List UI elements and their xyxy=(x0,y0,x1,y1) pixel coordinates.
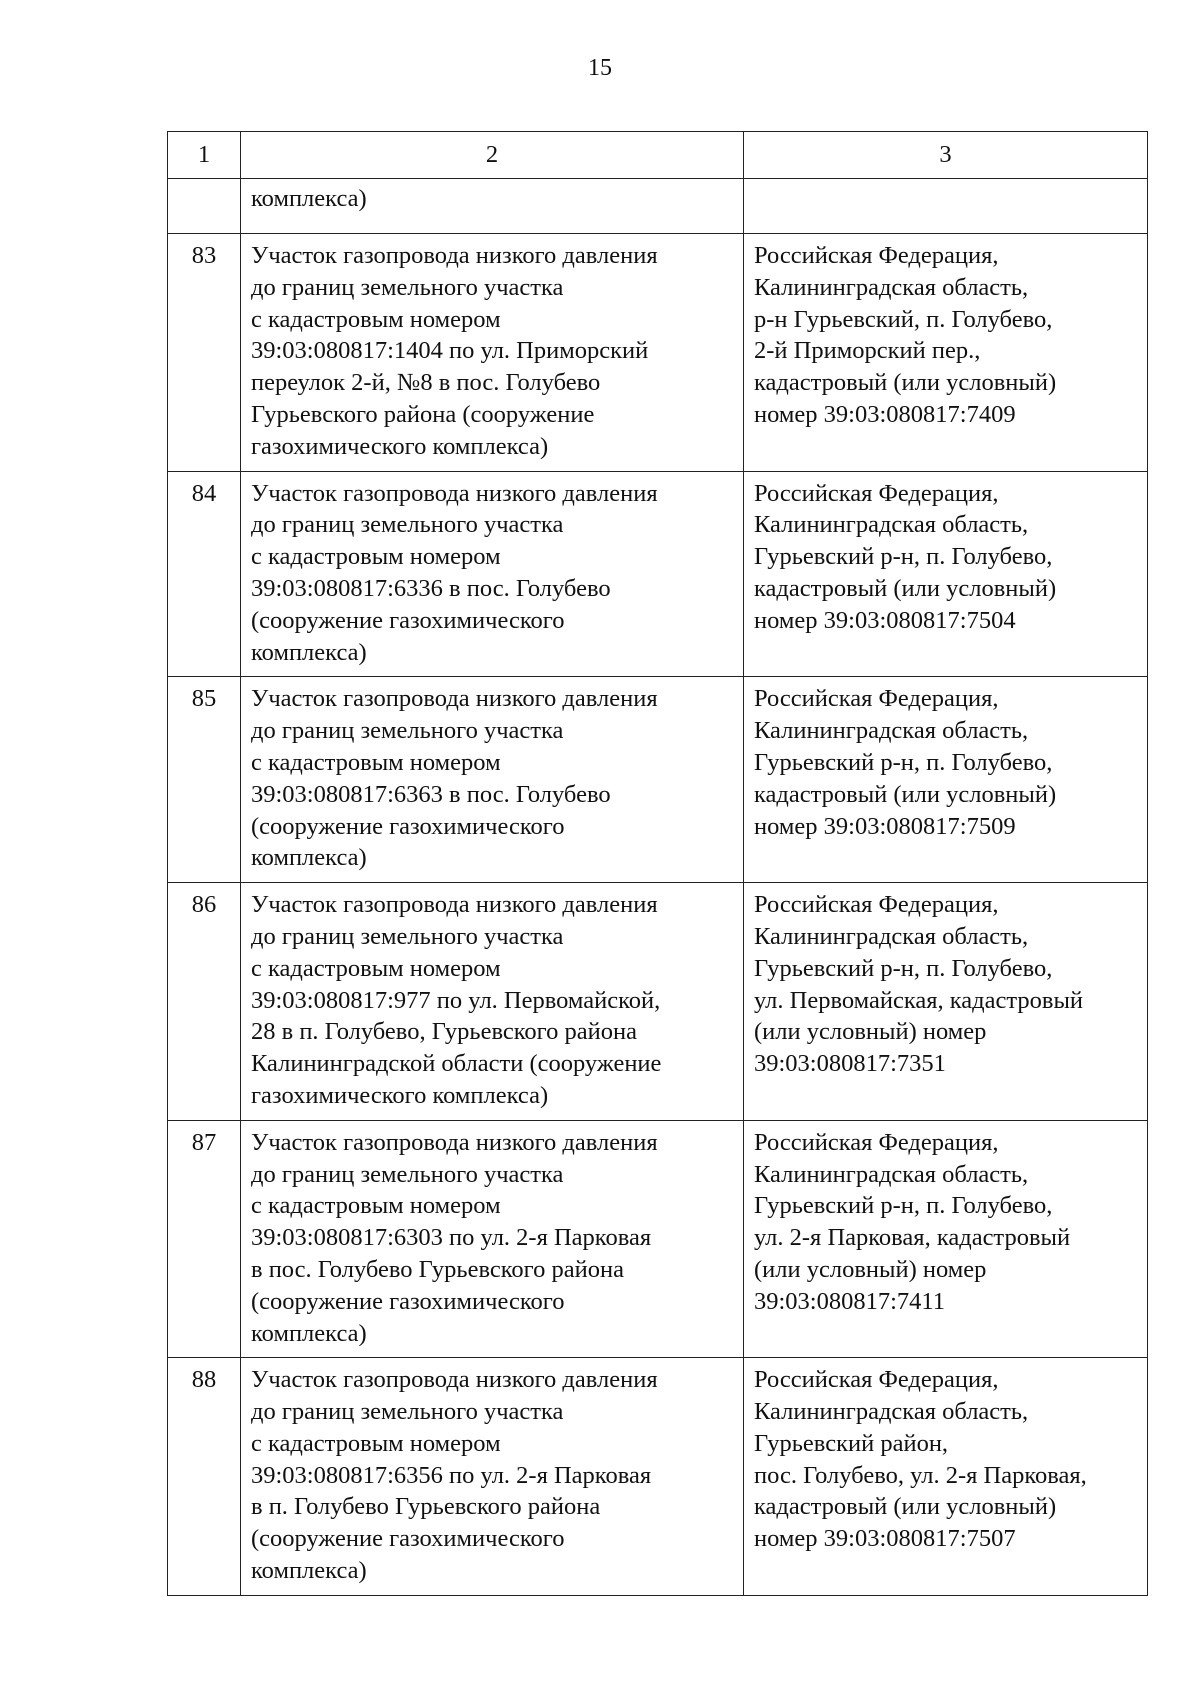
column-header-1: 1 xyxy=(168,132,241,179)
row-address-line: р-н Гурьевский, п. Голубево, xyxy=(754,305,1053,333)
row-description-line: с кадастровым номером xyxy=(251,1429,501,1457)
row-description-line: в пос. Голубево Гурьевского района xyxy=(251,1255,624,1283)
row-address xyxy=(744,179,1148,234)
table-row xyxy=(168,677,1148,883)
table-header-row xyxy=(168,132,1148,179)
row-description-line: Участок газопровода низкого давления xyxy=(251,242,658,269)
row-address-line: Калининградская область, xyxy=(754,511,1029,539)
row-address-line: Калининградская область, xyxy=(754,922,1029,950)
row-address-line: (или условный) номер xyxy=(754,1018,987,1046)
row-description-line: Калининградской области (сооружение xyxy=(251,1050,662,1078)
row-address-line: Российская Федерация, xyxy=(754,1366,999,1394)
row-address xyxy=(744,883,1148,1121)
table-row xyxy=(168,1358,1148,1596)
row-description-line: Участок газопровода низкого давления xyxy=(251,685,658,713)
row-description-line: с кадастровым номером xyxy=(251,748,501,776)
row-address-line: Российская Федерация, xyxy=(754,685,999,713)
row-description-line: до границ земельного участка xyxy=(251,273,564,301)
row-description-line: 39:03:080817:6356 по ул. 2-я Парковая xyxy=(251,1461,652,1489)
row-address-line: Калининградская область, xyxy=(754,273,1029,301)
row-address-line: 39:03:080817:7411 xyxy=(754,1287,946,1315)
page-number: 15 xyxy=(588,55,612,81)
row-description-line: переулок 2-й, №8 в пос. Голубево xyxy=(251,369,601,397)
row-description-line: (сооружение газохимического xyxy=(251,812,565,840)
row-description-line: Участок газопровода низкого давления xyxy=(251,1366,658,1394)
row-address-line: Гурьевский р-н, п. Голубево, xyxy=(754,1192,1053,1220)
row-number: 86 xyxy=(168,883,241,1121)
row-address-line: кадастровый (или условный) xyxy=(754,369,1057,397)
row-address-line: Российская Федерация, xyxy=(754,479,999,507)
row-address-line: Калининградская область, xyxy=(754,717,1029,745)
row-address xyxy=(744,234,1148,472)
row-address-line: кадастровый (или условный) xyxy=(754,574,1057,602)
row-address-line: номер 39:03:080817:7409 xyxy=(754,400,1016,428)
row-number: 83 xyxy=(168,234,241,472)
row-number: 88 xyxy=(168,1358,241,1596)
row-address-line: номер 39:03:080817:7504 xyxy=(754,606,1016,634)
column-header-3: 3 xyxy=(744,132,1148,179)
table-row xyxy=(168,234,1148,472)
row-address-line: 39:03:080817:7351 xyxy=(754,1050,946,1078)
row-address-line: Гурьевский р-н, п. Голубево, xyxy=(754,543,1053,571)
row-description-line: газохимического комплекса) xyxy=(251,432,549,460)
row-description-line: Участок газопровода низкого давления xyxy=(251,891,658,919)
row-address xyxy=(744,677,1148,883)
row-description xyxy=(241,179,744,234)
row-address-line: Гурьевский р-н, п. Голубево, xyxy=(754,954,1053,982)
row-description-line: Участок газопровода низкого давления xyxy=(251,479,658,507)
row-description-line: (сооружение газохимического xyxy=(251,1287,565,1315)
row-description-line: с кадастровым номером xyxy=(251,543,501,571)
row-description-line: с кадастровым номером xyxy=(251,1192,501,1220)
row-description xyxy=(241,883,744,1121)
row-description-line: до границ земельного участка xyxy=(251,717,564,745)
row-address-line: номер 39:03:080817:7507 xyxy=(754,1525,1016,1553)
table-row-continuation xyxy=(168,179,1148,234)
row-description xyxy=(241,234,744,472)
row-address-line: Российская Федерация, xyxy=(754,891,999,919)
row-description-line: 39:03:080817:6303 по ул. 2-я Парковая xyxy=(251,1224,652,1252)
row-description-line: до границ земельного участка xyxy=(251,511,564,539)
row-address-line: ул. Первомайская, кадастровый xyxy=(754,986,1084,1014)
row-address-line: номер 39:03:080817:7509 xyxy=(754,812,1016,840)
row-description-line: Участок газопровода низкого давления xyxy=(251,1128,658,1156)
row-description xyxy=(241,471,744,677)
row-number: 84 xyxy=(168,471,241,677)
column-header-2: 2 xyxy=(241,132,744,179)
row-address-line: (или условный) номер xyxy=(754,1255,987,1283)
row-description-line: 28 в п. Голубево, Гурьевского района xyxy=(251,1018,637,1046)
row-description-line: 39:03:080817:977 по ул. Первомайской, xyxy=(251,986,661,1014)
row-address-line: Калининградская область, xyxy=(754,1398,1029,1426)
row-description xyxy=(241,677,744,883)
row-description xyxy=(241,1120,744,1358)
row-description-line: до границ земельного участка xyxy=(251,922,564,950)
row-address-line: пос. Голубево, ул. 2-я Парковая, xyxy=(754,1461,1087,1489)
row-description xyxy=(241,1358,744,1596)
row-description-line: (сооружение газохимического xyxy=(251,1525,565,1553)
row-number: 85 xyxy=(168,677,241,883)
row-address-line: Калининградская область, xyxy=(754,1160,1029,1188)
row-description-line: комплекса) xyxy=(251,185,367,212)
row-description-line: до границ земельного участка xyxy=(251,1160,564,1188)
row-description-line: комплекса) xyxy=(251,1319,367,1347)
row-description-line: Гурьевского района (сооружение xyxy=(251,400,595,428)
row-address-line: кадастровый (или условный) xyxy=(754,1493,1057,1521)
row-address xyxy=(744,1120,1148,1358)
row-description-line: 39:03:080817:1404 по ул. Приморский xyxy=(251,337,649,365)
row-address xyxy=(744,471,1148,677)
row-number xyxy=(168,179,241,234)
property-table xyxy=(167,131,1148,1596)
table-row xyxy=(168,471,1148,677)
row-description-line: комплекса) xyxy=(251,844,367,872)
row-description-line: с кадастровым номером xyxy=(251,954,501,982)
table-row xyxy=(168,883,1148,1121)
row-description-line: с кадастровым номером xyxy=(251,305,501,333)
row-description-line: до границ земельного участка xyxy=(251,1398,564,1426)
row-description-line: комплекса) xyxy=(251,1557,367,1585)
row-description-line: 39:03:080817:6336 в пос. Голубево xyxy=(251,574,611,602)
row-description-line: (сооружение газохимического xyxy=(251,606,565,634)
row-address-line: Российская Федерация, xyxy=(754,1128,999,1156)
row-description-line: в п. Голубево Гурьевского района xyxy=(251,1493,601,1521)
row-address-line: Гурьевский район, xyxy=(754,1429,949,1457)
row-address xyxy=(744,1358,1148,1596)
row-address-line: Российская Федерация, xyxy=(754,242,999,269)
row-address-line: кадастровый (или условный) xyxy=(754,780,1057,808)
row-address-line: 2-й Приморский пер., xyxy=(754,337,981,365)
table-row xyxy=(168,1120,1148,1358)
row-description-line: газохимического комплекса) xyxy=(251,1081,549,1109)
row-description-line: комплекса) xyxy=(251,638,367,666)
row-description-line: 39:03:080817:6363 в пос. Голубево xyxy=(251,780,611,808)
row-number: 87 xyxy=(168,1120,241,1358)
row-address-line: Гурьевский р-н, п. Голубево, xyxy=(754,748,1053,776)
row-address-line: ул. 2-я Парковая, кадастровый xyxy=(754,1224,1071,1252)
